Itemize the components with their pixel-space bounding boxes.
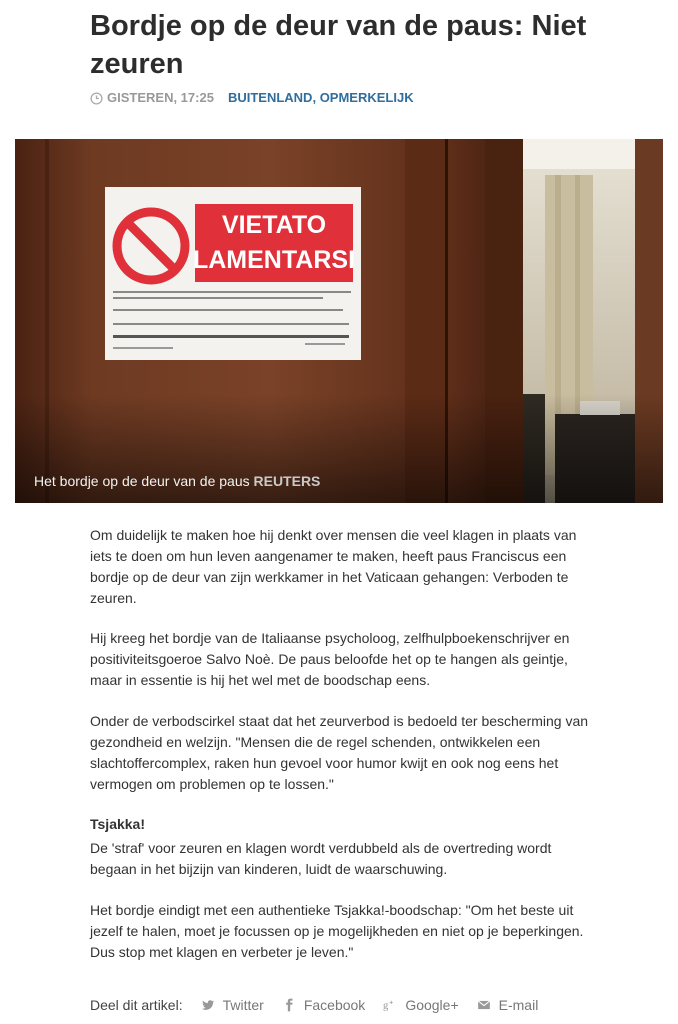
article-subheading: Tsjakka! xyxy=(90,816,145,832)
paragraph-text: Onder de verbodscirkel staat dat het zeurverbod is bedoeld ter bescherming van gezondheid en welzijn. "Mensen die de regel schenden, ontwikkelen een slachtoffercomplex, raken hun gevoel voor humor kwijt en ook nog eens het vermogen om problemen op te lossen." xyxy=(90,713,589,792)
paragraph-text: Hij kreeg het bordje van de Italiaanse psycholoog, zelfhulpboekenschrijver en positiviteitsgoeroe Salvo Noè. De paus beloofde het op te hangen als geintje, maar in essentie is hij het wel met de boodschap eens. xyxy=(90,630,570,688)
svg-text:g: g xyxy=(383,1000,389,1012)
category-separator: , xyxy=(312,90,317,105)
googleplus-icon xyxy=(383,998,397,1012)
share-twitter-button[interactable] xyxy=(201,997,264,1013)
photo-illustration xyxy=(15,139,663,503)
facebook-icon xyxy=(282,998,296,1012)
share-facebook-label: Facebook xyxy=(303,997,366,1013)
article-date: GISTEREN, 17:25 xyxy=(107,90,214,105)
share-facebook-button[interactable] xyxy=(282,997,365,1013)
paragraph-text: De 'straf' voor zeuren en klagen wordt verdubbeld als de overtreding wordt begaan in het bijzijn van kinderen, luidt de waarschuwing. xyxy=(90,840,552,877)
article-photo[interactable] xyxy=(15,139,663,503)
svg-text:+: + xyxy=(389,999,394,1007)
paragraph-text: Om duidelijk te maken hoe hij denkt over mensen die veel klagen in plaats van iets te doen om hun leven aangenamer te maken, heeft paus Franciscus een bordje op de deur van zijn werkkamer in het Vaticaan gehangen: Verboden te zeuren. xyxy=(90,527,577,606)
paragraph-text: Het bordje eindigt met een authentieke Tsjakka!-boodschap: "Om het beste uit jezelf te halen, moet je focussen op je mogelijkheden en niet op je beperkingen. Dus stop met klagen en verbeter je leven." xyxy=(90,902,584,960)
article-paragraph-3 xyxy=(90,711,590,795)
share-twitter-label: Twitter xyxy=(222,997,264,1013)
article-meta xyxy=(90,90,414,106)
share-googleplus-button[interactable] xyxy=(383,997,458,1013)
category-link-buitenland[interactable]: BUITENLAND xyxy=(227,90,313,105)
share-label: Deel dit artikel: xyxy=(90,997,183,1013)
article-paragraph-5 xyxy=(90,900,590,963)
caption-text: Het bordje op de deur van de paus xyxy=(34,473,250,489)
article-paragraph-1 xyxy=(90,525,590,609)
share-email-label: E-mail xyxy=(498,997,539,1013)
clock-icon xyxy=(90,92,103,105)
article-paragraph-4 xyxy=(90,838,590,880)
share-googleplus-label: Google+ xyxy=(405,997,459,1013)
category-link-opmerkelijk[interactable]: OPMERKELIJK xyxy=(319,90,414,105)
article-paragraph-2 xyxy=(90,628,590,691)
envelope-icon xyxy=(477,998,491,1012)
share-email-button[interactable] xyxy=(477,997,539,1013)
twitter-icon xyxy=(201,998,215,1012)
photo-caption xyxy=(34,473,320,489)
article-title: Bordje op de deur van de paus: Niet zeuren xyxy=(90,10,587,80)
photo-credit: REUTERS xyxy=(253,473,321,489)
share-bar xyxy=(90,997,556,1013)
